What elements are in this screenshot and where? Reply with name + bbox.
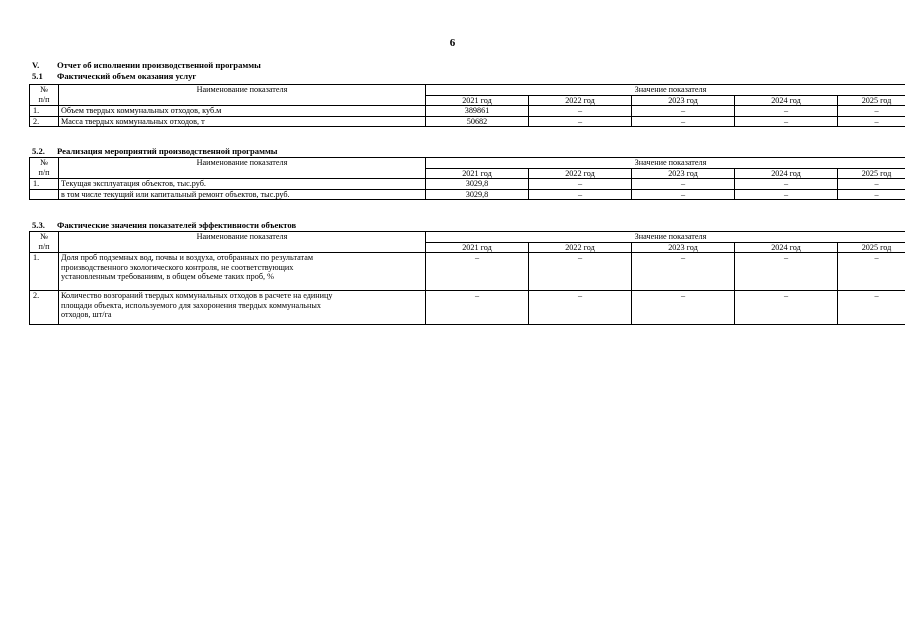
row-value: –	[838, 189, 905, 200]
row-name-line: производственного экологического контроля, не соответствующих	[61, 262, 294, 272]
row-number: 1.	[30, 253, 59, 291]
header-year: 2023 год	[632, 168, 735, 179]
row-value: –	[529, 291, 632, 325]
row-number: 1.	[30, 106, 59, 117]
row-value: –	[735, 179, 838, 190]
table-row	[30, 106, 905, 117]
row-name-line: Количество возгораний твердых коммунальных отходов в расчете на единицу	[61, 291, 333, 301]
header-number-line2: п/п	[38, 94, 50, 104]
header-row	[30, 85, 905, 96]
row-value: –	[632, 179, 735, 190]
row-name	[59, 189, 426, 200]
row-value: –	[735, 106, 838, 117]
header-year: 2024 год	[735, 168, 838, 179]
row-value: –	[529, 106, 632, 117]
row-value: –	[735, 189, 838, 200]
row-number: 2.	[30, 116, 59, 127]
row-value: –	[838, 253, 905, 291]
header-name: Наименование показателя	[59, 158, 426, 179]
row-value: –	[838, 106, 905, 117]
row-name	[59, 253, 426, 291]
table-5-1	[29, 84, 905, 127]
row-value: –	[529, 253, 632, 291]
table-5-3	[29, 231, 905, 325]
row-value: –	[735, 291, 838, 325]
header-name: Наименование показателя	[59, 85, 426, 106]
row-value: 3029,8	[426, 179, 529, 190]
row-name	[59, 116, 426, 127]
row-name-line: Доля проб подземных вод, почвы и воздуха, отобранных по результатам	[61, 253, 314, 263]
header-number-line2: п/п	[38, 241, 50, 251]
header-year: 2021 год	[426, 242, 529, 253]
header-year: 2023 год	[632, 242, 735, 253]
table-5-2	[29, 157, 905, 200]
header-value: Значение показателя	[426, 85, 905, 96]
section-5-1-number: 5.1	[32, 71, 43, 81]
section-5-3-title: Фактические значения показателей эффективности объектов	[57, 220, 297, 230]
row-value: –	[426, 291, 529, 325]
section-v-number: V.	[32, 60, 40, 70]
row-number: 1.	[30, 179, 59, 190]
section-5-1-title: Фактический объем оказания услуг	[57, 71, 197, 81]
row-value: –	[632, 106, 735, 117]
row-value: –	[838, 116, 905, 127]
header-number	[30, 158, 59, 179]
header-year: 2022 год	[529, 168, 632, 179]
header-year: 2021 год	[426, 95, 529, 106]
row-name	[59, 291, 426, 325]
header-row	[30, 158, 905, 169]
row-name-line: Масса твердых коммунальных отходов, т	[61, 116, 205, 126]
row-value: –	[735, 116, 838, 127]
header-number-line1: №	[40, 158, 48, 167]
header-number	[30, 85, 59, 106]
header-year: 2021 год	[426, 168, 529, 179]
section-5-3-heading	[32, 220, 296, 230]
table-row	[30, 116, 905, 127]
row-value: –	[529, 189, 632, 200]
row-value: –	[632, 189, 735, 200]
row-value: –	[529, 179, 632, 190]
row-name-line: Текущая эксплуатация объектов, тыс.руб.	[61, 179, 206, 189]
section-5-2-number: 5.2.	[32, 146, 45, 156]
header-year: 2024 год	[735, 242, 838, 253]
header-value: Значение показателя	[426, 158, 905, 169]
header-year: 2022 год	[529, 95, 632, 106]
row-name	[59, 179, 426, 190]
header-year: 2022 год	[529, 242, 632, 253]
header-year: 2025 год	[838, 242, 905, 253]
row-name-line: площади объекта, используемого для захоронения твердых коммунальных	[61, 300, 321, 310]
row-value: –	[735, 253, 838, 291]
row-value: 50682	[426, 116, 529, 127]
header-name: Наименование показателя	[59, 232, 426, 253]
section-5-3-number: 5.3.	[32, 220, 45, 230]
header-value: Значение показателя	[426, 232, 905, 243]
row-name-line: отходов, шт/га	[61, 310, 112, 320]
table-row	[30, 253, 905, 291]
table-row	[30, 291, 905, 325]
header-number	[30, 232, 59, 253]
section-5-1-heading	[32, 71, 196, 81]
header-number-line1: №	[40, 85, 48, 94]
row-name-line: в том числе текущий или капитальный ремонт объектов, тыс.руб.	[61, 189, 290, 199]
row-name-line: установленным требованиям, в общем объеме таких проб, %	[61, 272, 274, 282]
row-name	[59, 106, 426, 117]
row-value: –	[632, 291, 735, 325]
row-value: –	[838, 179, 905, 190]
row-value: –	[529, 116, 632, 127]
row-value: –	[632, 116, 735, 127]
section-v-heading	[32, 60, 261, 70]
row-value: –	[838, 291, 905, 325]
header-row	[30, 232, 905, 243]
header-year: 2023 год	[632, 95, 735, 106]
row-number	[30, 189, 59, 200]
section-5-2-title: Реализация мероприятий производственной программы	[57, 146, 278, 156]
row-value: –	[426, 253, 529, 291]
section-5-2-heading	[32, 146, 278, 156]
section-v-title: Отчет об исполнении производственной программы	[57, 60, 261, 70]
table-row	[30, 179, 905, 190]
table-row	[30, 189, 905, 200]
header-number-line2: п/п	[38, 167, 50, 177]
row-name-line: Объем твердых коммунальных отходов, куб.м	[61, 106, 222, 116]
header-year: 2025 год	[838, 168, 905, 179]
page-number: 6	[449, 37, 456, 49]
header-number-line1: №	[40, 232, 48, 241]
row-value: –	[632, 253, 735, 291]
header-year: 2025 год	[838, 95, 905, 106]
header-year: 2024 год	[735, 95, 838, 106]
row-value: 389861	[426, 106, 529, 117]
row-number: 2.	[30, 291, 59, 325]
row-value: 3029,8	[426, 189, 529, 200]
